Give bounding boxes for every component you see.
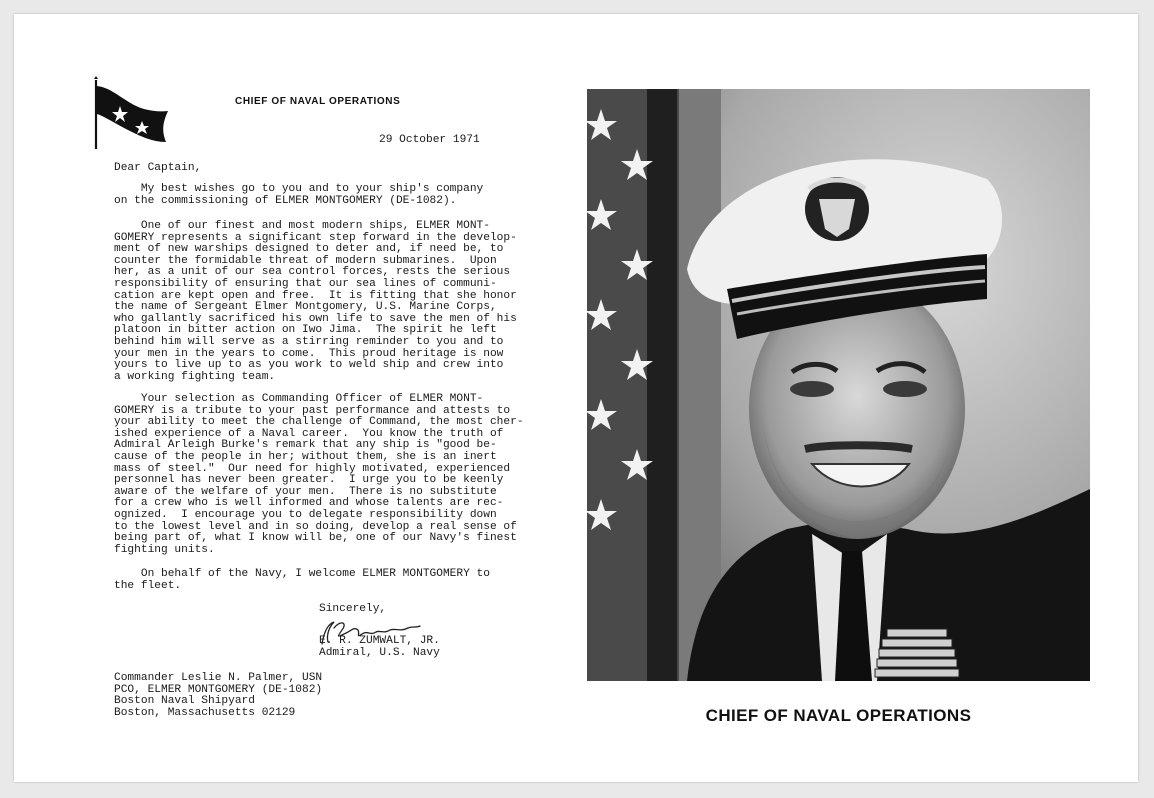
document-sheet	[14, 14, 1138, 782]
salutation: Dear Captain,	[114, 162, 202, 174]
paragraph-2: One of our finest and most modern ships, ELMER MONT- GOMERY represents a significant step forward in the develop- ment of new warships designed to deter and, if need be, to counter the formidable threat of modern submarines. Upon her, as a unit of our sea control forces, rests the serious responsibility of ensuring that our sea lines of communi- cation are kept open and free. It is fitting that she honor the name of Sergeant Elmer Montgomery, U.S. Marine Corps, who gallantly sacrificed his own life to save the men of his platoon in bitter action on Iwo Jima. The spirit he left behind him will serve as a stirring reminder to you and to your men in the years to come. This proud heritage is now yours to live up to as you work to weld ship and crew into a working fighting team.	[114, 220, 517, 383]
photo-caption: CHIEF OF NAVAL OPERATIONS	[705, 706, 972, 725]
paragraph-4: On behalf of the Navy, I welcome ELMER MONTGOMERY to the fleet.	[114, 568, 490, 592]
cno-flag-icon	[92, 76, 172, 151]
recipient-address: Commander Leslie N. Palmer, USN PCO, ELMER MONTGOMERY (DE-1082) Boston Naval Shipyard Boston, Massachusetts 02129	[114, 672, 323, 719]
signer-name: E. R. ZUMWALT, JR.	[319, 635, 440, 647]
letter-date: 29 October 1971	[379, 134, 480, 146]
letterhead-title: CHIEF OF NAVAL OPERATIONS	[235, 96, 401, 107]
signer-title: Admiral, U.S. Navy	[319, 647, 440, 659]
closing: Sincerely,	[319, 603, 387, 615]
paragraph-3: Your selection as Commanding Officer of ELMER MONT- GOMERY is a tribute to your past performance and attests to your ability to meet the challenge of Command, the most cher- ished experience of a Naval career. You know the truth of Admiral Arleigh Burke's remark that any ship is "good be- cause of the people in her; without them, she is an inert mass of steel." Our need for highly motivated, experienced personnel has never been greater. I urge you to be keenly aware of the welfare of your men. There is no substitute for a crew who is well informed and whose talents are rec- ognized. I encourage you to delegate responsibility down to the lowest level and in so doing, develop a real sense of being part of, what I know will be, one of our Navy's finest fighting units.	[114, 393, 524, 556]
admiral-portrait-photo	[587, 89, 1090, 681]
paragraph-1: My best wishes go to you and to your ship's company on the commissioning of ELMER MONTGOMERY (DE-1082).	[114, 183, 484, 207]
